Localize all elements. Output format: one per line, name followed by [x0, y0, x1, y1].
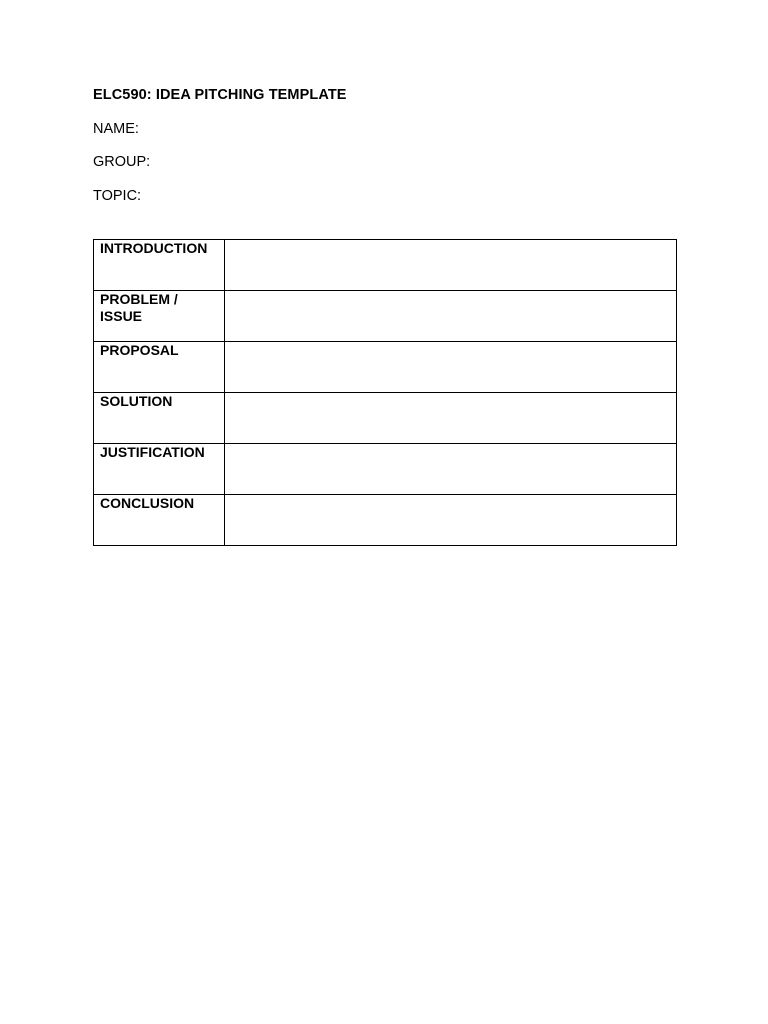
row-label-cell — [94, 444, 225, 495]
table-row-introduction — [94, 240, 677, 291]
conclusion-content-cell[interactable] — [225, 495, 677, 546]
table-row-problem-issue — [94, 291, 677, 342]
row-label-cell — [94, 393, 225, 444]
problem-issue-content-cell[interactable] — [225, 291, 677, 342]
conclusion-label: CONCLUSION — [100, 495, 195, 511]
row-label-cell — [94, 342, 225, 393]
table-row-solution — [94, 393, 677, 444]
solution-content-cell[interactable] — [225, 393, 677, 444]
problem-issue-label: PROBLEM / ISSUE — [100, 291, 178, 324]
solution-label: SOLUTION — [100, 393, 173, 409]
name-label: NAME: — [93, 121, 139, 137]
proposal-label: PROPOSAL — [100, 342, 179, 358]
row-label-cell — [94, 240, 225, 291]
introduction-label: INTRODUCTION — [100, 240, 208, 256]
topic-label: TOPIC: — [93, 188, 142, 204]
group-label: GROUP: — [93, 154, 151, 170]
document-title: ELC590: IDEA PITCHING TEMPLATE — [93, 87, 347, 103]
introduction-content-cell[interactable] — [225, 240, 677, 291]
table-row-conclusion — [94, 495, 677, 546]
row-label-cell — [94, 291, 225, 342]
justification-content-cell[interactable] — [225, 444, 677, 495]
pitch-template-table — [93, 239, 677, 546]
proposal-content-cell[interactable] — [225, 342, 677, 393]
justification-label: JUSTIFICATION — [100, 444, 205, 460]
table-row-proposal — [94, 342, 677, 393]
table-row-justification — [94, 444, 677, 495]
row-label-cell — [94, 495, 225, 546]
